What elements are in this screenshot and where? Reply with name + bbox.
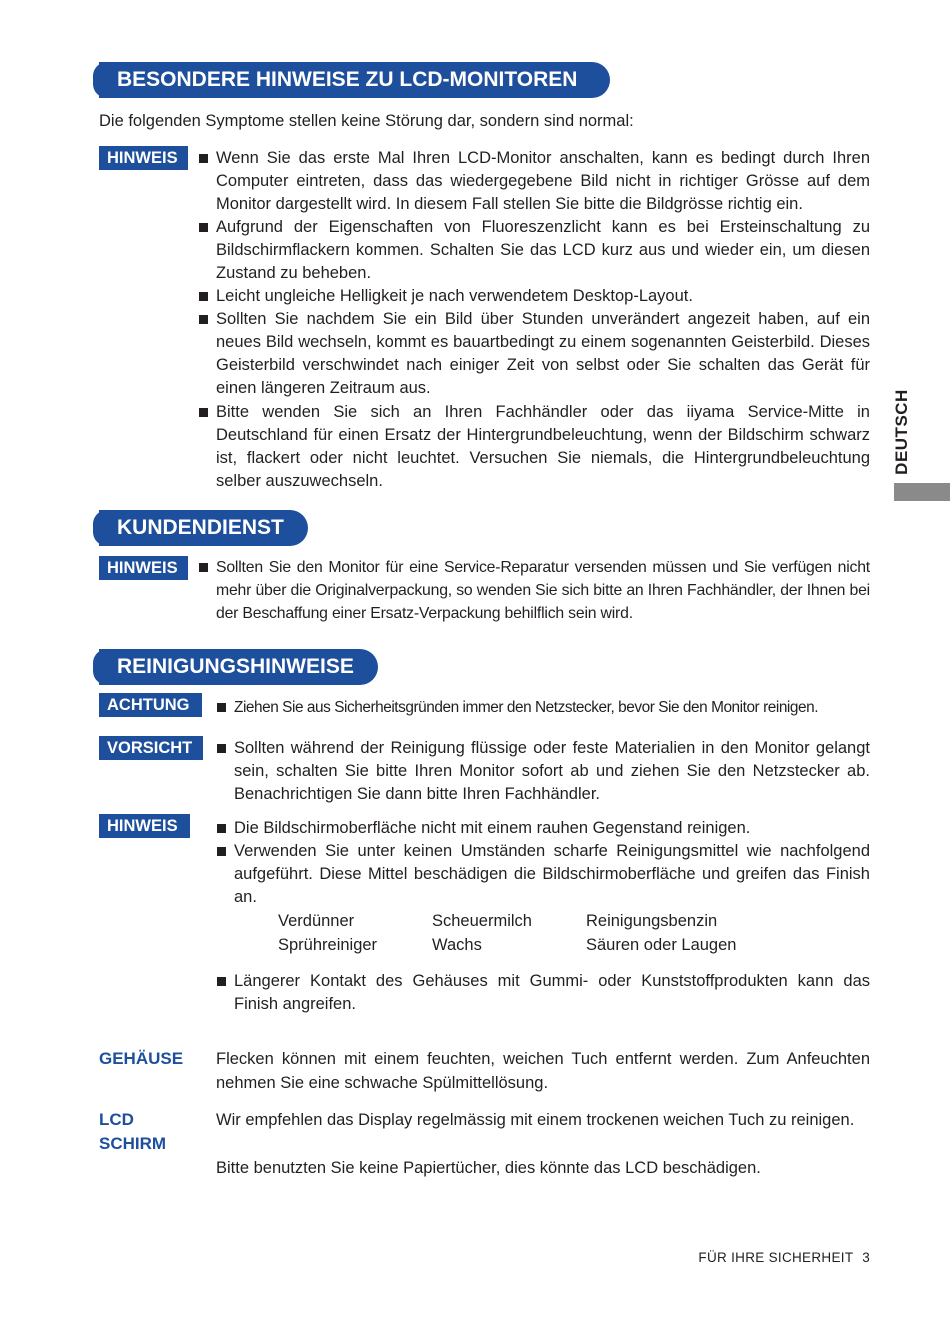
bullet-square-icon — [199, 154, 208, 163]
list-item — [234, 696, 874, 719]
language-tab — [887, 382, 917, 482]
bullet-text: Längerer Kontakt des Gehäuses mit Gummi- oder Kunststoffprodukten kann das Finish angreifen. — [234, 972, 870, 1013]
cleaner-item: Verdünner — [278, 912, 355, 930]
lcd-label: LCD — [99, 1110, 134, 1129]
hinweis-tag: HINWEIS — [99, 146, 188, 170]
language-label: DEUTSCH — [892, 389, 911, 475]
list-item — [216, 216, 870, 285]
bullet-text: Aufgrund der Eigenschaften von Fluoreszenzlicht kann es bei Ersteinschaltung zu Bildschirmflackern kommen. Schalten Sie das LCD kurz aus und wieder ein, um diesen Zustand zu beheben. — [216, 218, 870, 282]
achtung-tag: ACHTUNG — [99, 693, 202, 717]
section1-intro: Die folgenden Symptome stellen keine Störung dar, sondern sind normal: — [99, 112, 634, 130]
cleaner-item: Reinigungsbenzin — [586, 912, 718, 930]
bullet-text: Sollten während der Reinigung flüssige oder feste Materialien in den Monitor gelangt sein, schalten Sie bitte Ihren Monitor sofort ab und ziehen Sie den Netzstecker ab. Benachrichtigen Sie dann bitte Ihren Fachhändler. — [234, 739, 870, 803]
bullet-square-icon — [199, 223, 208, 232]
bullet-text: Die Bildschirmoberfläche nicht mit einem rauhen Gegenstand reinigen. — [234, 819, 751, 837]
list-item — [216, 285, 870, 308]
cleaner-item: Wachs — [432, 936, 482, 954]
list-item — [216, 308, 870, 400]
bullet-text: Leicht ungleiche Helligkeit je nach verwendetem Desktop-Layout. — [216, 287, 693, 305]
bullet-text: Sollten Sie nachdem Sie ein Bild über Stunden unverändert angezeit haben, auf ein neues Bild wechseln, kommt es bauartbedingt zu einem sogenannten Geisterbild. Dieses Geisterbild verschwindet nach einiger Zeit von selbst oder Sie schalten das Gerät für einen längeren Zeitraum aus. — [216, 310, 870, 397]
hinweis-tag: HINWEIS — [99, 556, 188, 580]
section-title-kundendienst: KUNDENDIENST — [99, 510, 308, 546]
gehaeuse-label: GEHÄUSE — [99, 1049, 184, 1068]
list-item — [216, 147, 870, 216]
bullet-text: Sollten Sie den Monitor für eine Service-Reparatur versenden müssen und Sie verfügen nicht mehr über die Originalverpackung, so wenden Sie sich bitte an Ihren Fachhändler, der Ihnen bei der Beschaffung einer Ersatz-Verpackung behilflich sein wird. — [216, 559, 870, 622]
hinweis-tag: HINWEIS — [99, 814, 190, 838]
cleaner-item: Sprühreiniger — [278, 936, 378, 954]
list-item — [234, 970, 870, 1016]
schirm-label: SCHIRM — [99, 1134, 167, 1153]
list-item — [216, 556, 870, 625]
bullet-square-icon — [199, 315, 208, 324]
bullet-text: Verwenden Sie unter keinen Umständen scharfe Reinigungsmittel wie nachfolgend aufgeführt. Diese Mittel beschädigen die Bildschirmoberfläche und greifen das Finish an. — [234, 842, 870, 906]
section-title-lcd-hinweise: BESONDERE HINWEISE ZU LCD-MONITOREN — [99, 62, 610, 98]
bullet-square-icon — [217, 744, 226, 753]
lcd-text: Wir empfehlen das Display regelmässig mit einem trockenen weichen Tuch zu reinigen. — [216, 1111, 855, 1129]
cleaner-item: Scheuermilch — [432, 912, 532, 930]
bullet-text: Bitte wenden Sie sich an Ihren Fachhändler oder das iiyama Service-Mitte in Deutschland für einen Ersatz der Hintergrundbeleuchtung, wenn der Bildschirm schwarz ist, flackert oder nicht leuchtet. Versuchen Sie niemals, die Hintergrundbeleuchtung selber auszuwechseln. — [216, 403, 870, 490]
lcd-text-2: Bitte benutzten Sie keine Papiertücher, dies könnte das LCD beschädigen. — [216, 1159, 761, 1177]
bullet-square-icon — [217, 824, 226, 833]
bullet-square-icon — [199, 408, 208, 417]
bullet-text: Ziehen Sie aus Sicherheitsgründen immer den Netzstecker, bevor Sie den Monitor reinigen. — [234, 699, 819, 716]
gehaeuse-text: Flecken können mit einem feuchten, weichen Tuch entfernt werden. Zum Anfeuchten nehmen Sie eine schwache Spülmittellösung. — [216, 1050, 870, 1092]
vorsicht-tag: VORSICHT — [99, 736, 203, 760]
cleaner-item: Säuren oder Laugen — [586, 936, 737, 954]
list-item — [234, 737, 870, 806]
language-tab-bar — [894, 483, 950, 501]
bullet-square-icon — [217, 847, 226, 856]
section-title-reinigungshinweise: REINIGUNGSHINWEISE — [99, 649, 378, 685]
bullet-square-icon — [217, 977, 226, 986]
list-item — [234, 840, 870, 909]
bullet-square-icon — [217, 703, 226, 712]
bullet-square-icon — [199, 563, 208, 572]
bullet-text: Wenn Sie das erste Mal Ihren LCD-Monitor anschalten, kann es bedingt durch Ihren Computer eintreten, dass das wiedergegebene Bild nicht in richtiger Grösse auf dem Monitor dargestellt wird. In diesem Fall stellen Sie bitte die Bildgrösse richtig ein. — [216, 149, 870, 213]
page-number: 3 — [862, 1250, 870, 1265]
list-item — [216, 401, 870, 493]
list-item — [234, 817, 870, 840]
page-footer — [698, 1250, 870, 1265]
footer-text: FÜR IHRE SICHERHEIT — [698, 1250, 854, 1265]
bullet-square-icon — [199, 292, 208, 301]
